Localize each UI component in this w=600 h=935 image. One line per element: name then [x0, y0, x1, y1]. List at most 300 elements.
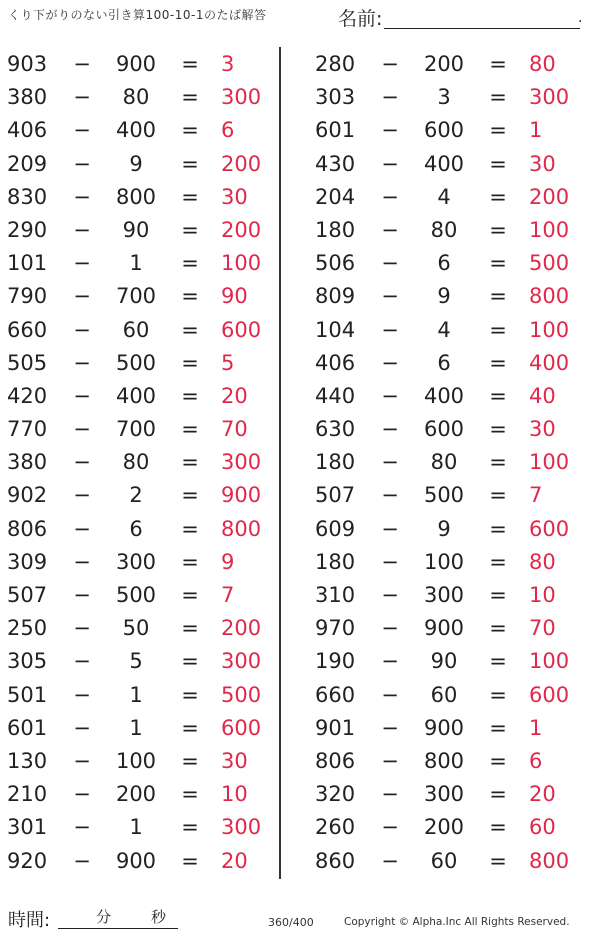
answer: 100 [529, 217, 570, 242]
subtrahend: 300 [423, 583, 465, 607]
answer: 300 [221, 815, 262, 840]
minus-sign: − [73, 616, 91, 641]
answer: 900 [221, 483, 262, 508]
minus-sign: − [73, 748, 91, 773]
subtrahend: 100 [115, 748, 157, 773]
answer: 200 [221, 217, 262, 242]
problem-row [308, 745, 588, 778]
subtrahend: 6 [437, 251, 451, 276]
problem-row [308, 579, 588, 612]
minus-sign: − [381, 516, 399, 541]
problem-row [308, 845, 588, 878]
minuend: 770 [7, 417, 48, 442]
answer: 7 [529, 483, 543, 508]
subtrahend: 500 [115, 583, 157, 607]
equals-sign: = [181, 682, 199, 707]
answer: 400 [529, 350, 570, 375]
minus-sign: − [381, 350, 399, 375]
answer: 7 [221, 583, 235, 607]
subtrahend: 1 [129, 251, 143, 276]
answer: 100 [221, 251, 262, 276]
problem-row [0, 778, 280, 811]
minus-sign: − [381, 184, 399, 209]
minus-sign: − [73, 251, 91, 276]
problem-row [308, 679, 588, 712]
problem-row [0, 712, 280, 745]
minus-sign: − [381, 748, 399, 773]
minuend: 902 [7, 483, 48, 508]
minuend: 860 [315, 848, 356, 873]
equals-sign: = [181, 782, 199, 807]
equals-sign: = [489, 715, 507, 740]
answer: 300 [221, 649, 262, 674]
minus-sign: − [73, 118, 91, 143]
minuend: 505 [7, 350, 48, 375]
time-label: 時間: [8, 910, 51, 931]
subtrahend: 90 [430, 649, 458, 674]
minuend: 507 [315, 483, 356, 508]
equals-sign: = [489, 383, 507, 408]
minuend: 180 [315, 217, 356, 242]
subtrahend: 1 [129, 682, 143, 707]
copyright-notice: Copyright © Alpha.Inc All Rights Reserved. [344, 916, 570, 928]
subtrahend: 100 [423, 549, 465, 574]
minuend: 660 [7, 317, 48, 342]
equals-sign: = [489, 583, 507, 607]
answer: 30 [221, 184, 248, 209]
problem-row [0, 247, 280, 280]
minus-sign: − [73, 317, 91, 342]
minuend: 601 [315, 118, 356, 143]
minuend: 380 [7, 450, 48, 475]
subtrahend: 900 [423, 616, 465, 641]
subtrahend: 500 [115, 350, 157, 375]
problem-row [0, 645, 280, 678]
answer: 500 [529, 251, 570, 276]
equals-sign: = [181, 417, 199, 442]
problem-row [0, 48, 280, 81]
minuend: 190 [315, 649, 356, 674]
answer: 90 [221, 284, 248, 309]
subtrahend: 80 [430, 217, 458, 242]
answer: 600 [529, 516, 570, 541]
equals-sign: = [489, 616, 507, 641]
problem-row [308, 347, 588, 380]
subtrahend: 900 [115, 52, 157, 76]
subtrahend: 50 [122, 616, 150, 641]
minus-sign: − [381, 151, 399, 176]
subtrahend: 1 [129, 815, 143, 840]
time-underline [58, 928, 178, 929]
name-underline [384, 28, 580, 29]
problem-column-left [0, 48, 280, 878]
equals-sign: = [181, 85, 199, 110]
minuend: 301 [7, 815, 48, 840]
equals-sign: = [181, 483, 199, 508]
minuend: 303 [315, 85, 356, 110]
minuend: 280 [315, 52, 356, 76]
subtrahend: 9 [437, 516, 451, 541]
answer: 20 [529, 782, 556, 807]
subtrahend: 300 [423, 782, 465, 807]
equals-sign: = [181, 118, 199, 143]
equals-sign: = [489, 350, 507, 375]
equals-sign: = [489, 549, 507, 574]
equals-sign: = [181, 383, 199, 408]
subtrahend: 800 [423, 748, 465, 773]
minus-sign: − [381, 284, 399, 309]
subtrahend: 80 [122, 450, 150, 475]
time-field [8, 906, 178, 932]
equals-sign: = [181, 251, 199, 276]
equals-sign: = [181, 649, 199, 674]
problem-row [308, 280, 588, 313]
problem-column-right [308, 48, 588, 878]
problem-row [308, 811, 588, 844]
equals-sign: = [181, 848, 199, 873]
subtrahend: 2 [129, 483, 143, 508]
minus-sign: − [381, 450, 399, 475]
subtrahend: 60 [430, 682, 458, 707]
minuend: 830 [7, 184, 48, 209]
problem-row [308, 380, 588, 413]
answer: 10 [221, 782, 248, 807]
problem-row [0, 479, 280, 512]
minus-sign: − [73, 85, 91, 110]
problem-row [308, 148, 588, 181]
minuend: 506 [315, 251, 356, 276]
equals-sign: = [489, 682, 507, 707]
problem-row [308, 612, 588, 645]
minus-sign: − [73, 450, 91, 475]
equals-sign: = [489, 151, 507, 176]
minus-sign: − [381, 251, 399, 276]
subtrahend: 200 [115, 782, 157, 807]
minuend: 420 [7, 383, 48, 408]
minuend: 250 [7, 616, 48, 641]
minus-sign: − [73, 516, 91, 541]
problem-row [0, 679, 280, 712]
equals-sign: = [181, 450, 199, 475]
problem-row [308, 114, 588, 147]
equals-sign: = [489, 251, 507, 276]
minutes-label: 分 [96, 908, 112, 926]
answer: 70 [221, 417, 248, 442]
subtrahend: 9 [437, 284, 451, 309]
page-number: 360/400 [268, 916, 314, 929]
worksheet-title: くり下がりのない引き算100-10-1のたば解答 [8, 8, 267, 22]
subtrahend: 60 [430, 848, 458, 873]
problem-row [308, 247, 588, 280]
problem-row [308, 645, 588, 678]
answer: 70 [529, 616, 556, 641]
minus-sign: − [381, 483, 399, 508]
minus-sign: − [381, 682, 399, 707]
minus-sign: − [73, 151, 91, 176]
problem-row [308, 214, 588, 247]
minus-sign: − [381, 649, 399, 674]
problem-row [0, 280, 280, 313]
answer: 30 [529, 417, 556, 442]
minus-sign: − [381, 583, 399, 607]
equals-sign: = [489, 317, 507, 342]
minuend: 180 [315, 450, 356, 475]
minuend: 507 [7, 583, 48, 607]
minus-sign: − [381, 715, 399, 740]
subtrahend: 80 [122, 85, 150, 110]
problem-row [0, 214, 280, 247]
problem-row [0, 114, 280, 147]
minus-sign: − [73, 649, 91, 674]
minuend: 903 [7, 52, 48, 76]
subtrahend: 4 [437, 317, 451, 342]
minuend: 920 [7, 848, 48, 873]
answer: 1 [529, 118, 543, 143]
problem-row [308, 81, 588, 114]
minuend: 380 [7, 85, 48, 110]
subtrahend: 700 [115, 417, 157, 442]
equals-sign: = [181, 317, 199, 342]
minus-sign: − [381, 52, 399, 76]
equals-sign: = [181, 217, 199, 242]
minus-sign: − [381, 417, 399, 442]
problem-row [0, 314, 280, 347]
problem-row [0, 845, 280, 878]
equals-sign: = [181, 284, 199, 309]
problem-row [0, 413, 280, 446]
problem-row [0, 579, 280, 612]
answer: 20 [221, 848, 248, 873]
answer: 600 [221, 715, 262, 740]
subtrahend: 800 [115, 184, 157, 209]
equals-sign: = [489, 649, 507, 674]
minuend: 430 [315, 151, 356, 176]
minus-sign: − [381, 815, 399, 840]
minuend: 501 [7, 682, 48, 707]
minus-sign: − [381, 782, 399, 807]
minuend: 660 [315, 682, 356, 707]
equals-sign: = [489, 417, 507, 442]
minus-sign: − [73, 583, 91, 607]
answer: 800 [221, 516, 262, 541]
equals-sign: = [181, 151, 199, 176]
answer: 100 [529, 450, 570, 475]
minuend: 180 [315, 549, 356, 574]
answer: 30 [221, 748, 248, 773]
minuend: 130 [7, 748, 48, 773]
minuend: 204 [315, 184, 356, 209]
minus-sign: − [73, 417, 91, 442]
minuend: 209 [7, 151, 48, 176]
answer: 300 [221, 450, 262, 475]
problem-row [0, 745, 280, 778]
problem-row [308, 546, 588, 579]
subtrahend: 6 [437, 350, 451, 375]
subtrahend: 700 [115, 284, 157, 309]
answer: 500 [221, 682, 262, 707]
minuend: 320 [315, 782, 356, 807]
minus-sign: − [73, 52, 91, 76]
problem-row [308, 712, 588, 745]
equals-sign: = [489, 85, 507, 110]
column-divider [279, 47, 281, 879]
minus-sign: − [73, 350, 91, 375]
problem-row [0, 612, 280, 645]
answer: 9 [221, 549, 235, 574]
equals-sign: = [489, 217, 507, 242]
minus-sign: − [73, 217, 91, 242]
minuend: 290 [7, 217, 48, 242]
problem-row [308, 48, 588, 81]
subtrahend: 200 [423, 815, 465, 840]
minus-sign: − [381, 383, 399, 408]
answer: 300 [221, 85, 262, 110]
subtrahend: 4 [437, 184, 451, 209]
subtrahend: 900 [115, 848, 157, 873]
minuend: 601 [7, 715, 48, 740]
minus-sign: − [381, 848, 399, 873]
minuend: 210 [7, 782, 48, 807]
answer: 100 [529, 317, 570, 342]
equals-sign: = [489, 815, 507, 840]
subtrahend: 500 [423, 483, 465, 508]
subtrahend: 400 [423, 383, 465, 408]
subtrahend: 90 [122, 217, 150, 242]
name-dot: . [578, 10, 583, 26]
minuend: 260 [315, 815, 356, 840]
answer: 60 [529, 815, 556, 840]
minuend: 310 [315, 583, 356, 607]
equals-sign: = [181, 616, 199, 641]
subtrahend: 600 [423, 118, 465, 143]
answer: 200 [221, 616, 262, 641]
problem-row [0, 380, 280, 413]
minuend: 406 [7, 118, 48, 143]
equals-sign: = [489, 782, 507, 807]
minuend: 309 [7, 549, 48, 574]
answer: 20 [221, 383, 248, 408]
minuend: 901 [315, 715, 356, 740]
minus-sign: − [381, 549, 399, 574]
problem-row [0, 811, 280, 844]
subtrahend: 80 [430, 450, 458, 475]
minus-sign: − [381, 85, 399, 110]
subtrahend: 200 [423, 52, 465, 76]
answer: 3 [221, 52, 235, 76]
problem-row [0, 347, 280, 380]
subtrahend: 5 [129, 649, 143, 674]
subtrahend: 6 [129, 516, 143, 541]
minuend: 305 [7, 649, 48, 674]
subtrahend: 3 [437, 85, 451, 110]
answer: 6 [221, 118, 235, 143]
minus-sign: − [73, 549, 91, 574]
minus-sign: − [73, 815, 91, 840]
equals-sign: = [181, 350, 199, 375]
answer: 100 [529, 649, 570, 674]
minuend: 101 [7, 251, 48, 276]
answer: 200 [529, 184, 570, 209]
problem-row [0, 446, 280, 479]
minuend: 790 [7, 284, 48, 309]
name-field [338, 4, 583, 30]
equals-sign: = [489, 184, 507, 209]
minus-sign: − [381, 217, 399, 242]
equals-sign: = [181, 549, 199, 574]
equals-sign: = [181, 715, 199, 740]
subtrahend: 400 [115, 118, 157, 143]
minus-sign: − [73, 782, 91, 807]
minuend: 809 [315, 284, 356, 309]
equals-sign: = [489, 516, 507, 541]
minuend: 630 [315, 417, 356, 442]
problem-row [308, 181, 588, 214]
minus-sign: − [73, 383, 91, 408]
answer: 30 [529, 151, 556, 176]
equals-sign: = [489, 52, 507, 76]
subtrahend: 900 [423, 715, 465, 740]
answer: 80 [529, 52, 556, 76]
answer: 600 [221, 317, 262, 342]
answer: 200 [221, 151, 262, 176]
minus-sign: − [381, 616, 399, 641]
answer: 6 [529, 748, 543, 773]
problem-row [308, 446, 588, 479]
problem-row [0, 181, 280, 214]
minuend: 970 [315, 616, 356, 641]
answer: 800 [529, 284, 570, 309]
minuend: 806 [315, 748, 356, 773]
minus-sign: − [73, 715, 91, 740]
problem-row [308, 513, 588, 546]
answer: 600 [529, 682, 570, 707]
problem-row [308, 413, 588, 446]
equals-sign: = [181, 184, 199, 209]
minuend: 406 [315, 350, 356, 375]
equals-sign: = [181, 815, 199, 840]
subtrahend: 60 [122, 317, 150, 342]
name-label: 名前: [338, 8, 383, 30]
equals-sign: = [489, 748, 507, 773]
answer: 80 [529, 549, 556, 574]
minuend: 440 [315, 383, 356, 408]
problem-row [0, 546, 280, 579]
subtrahend: 600 [423, 417, 465, 442]
answer: 300 [529, 85, 570, 110]
equals-sign: = [489, 118, 507, 143]
minus-sign: − [381, 118, 399, 143]
equals-sign: = [489, 450, 507, 475]
subtrahend: 300 [115, 549, 157, 574]
minus-sign: − [73, 483, 91, 508]
subtrahend: 1 [129, 715, 143, 740]
equals-sign: = [181, 516, 199, 541]
equals-sign: = [181, 748, 199, 773]
equals-sign: = [181, 52, 199, 76]
equals-sign: = [489, 848, 507, 873]
equals-sign: = [181, 583, 199, 607]
problem-row [308, 778, 588, 811]
minus-sign: − [73, 184, 91, 209]
answer: 10 [529, 583, 556, 607]
problem-row [0, 513, 280, 546]
subtrahend: 400 [115, 383, 157, 408]
equals-sign: = [489, 284, 507, 309]
seconds-label: 秒 [151, 908, 167, 926]
minuend: 806 [7, 516, 48, 541]
subtrahend: 400 [423, 151, 465, 176]
minus-sign: − [73, 848, 91, 873]
